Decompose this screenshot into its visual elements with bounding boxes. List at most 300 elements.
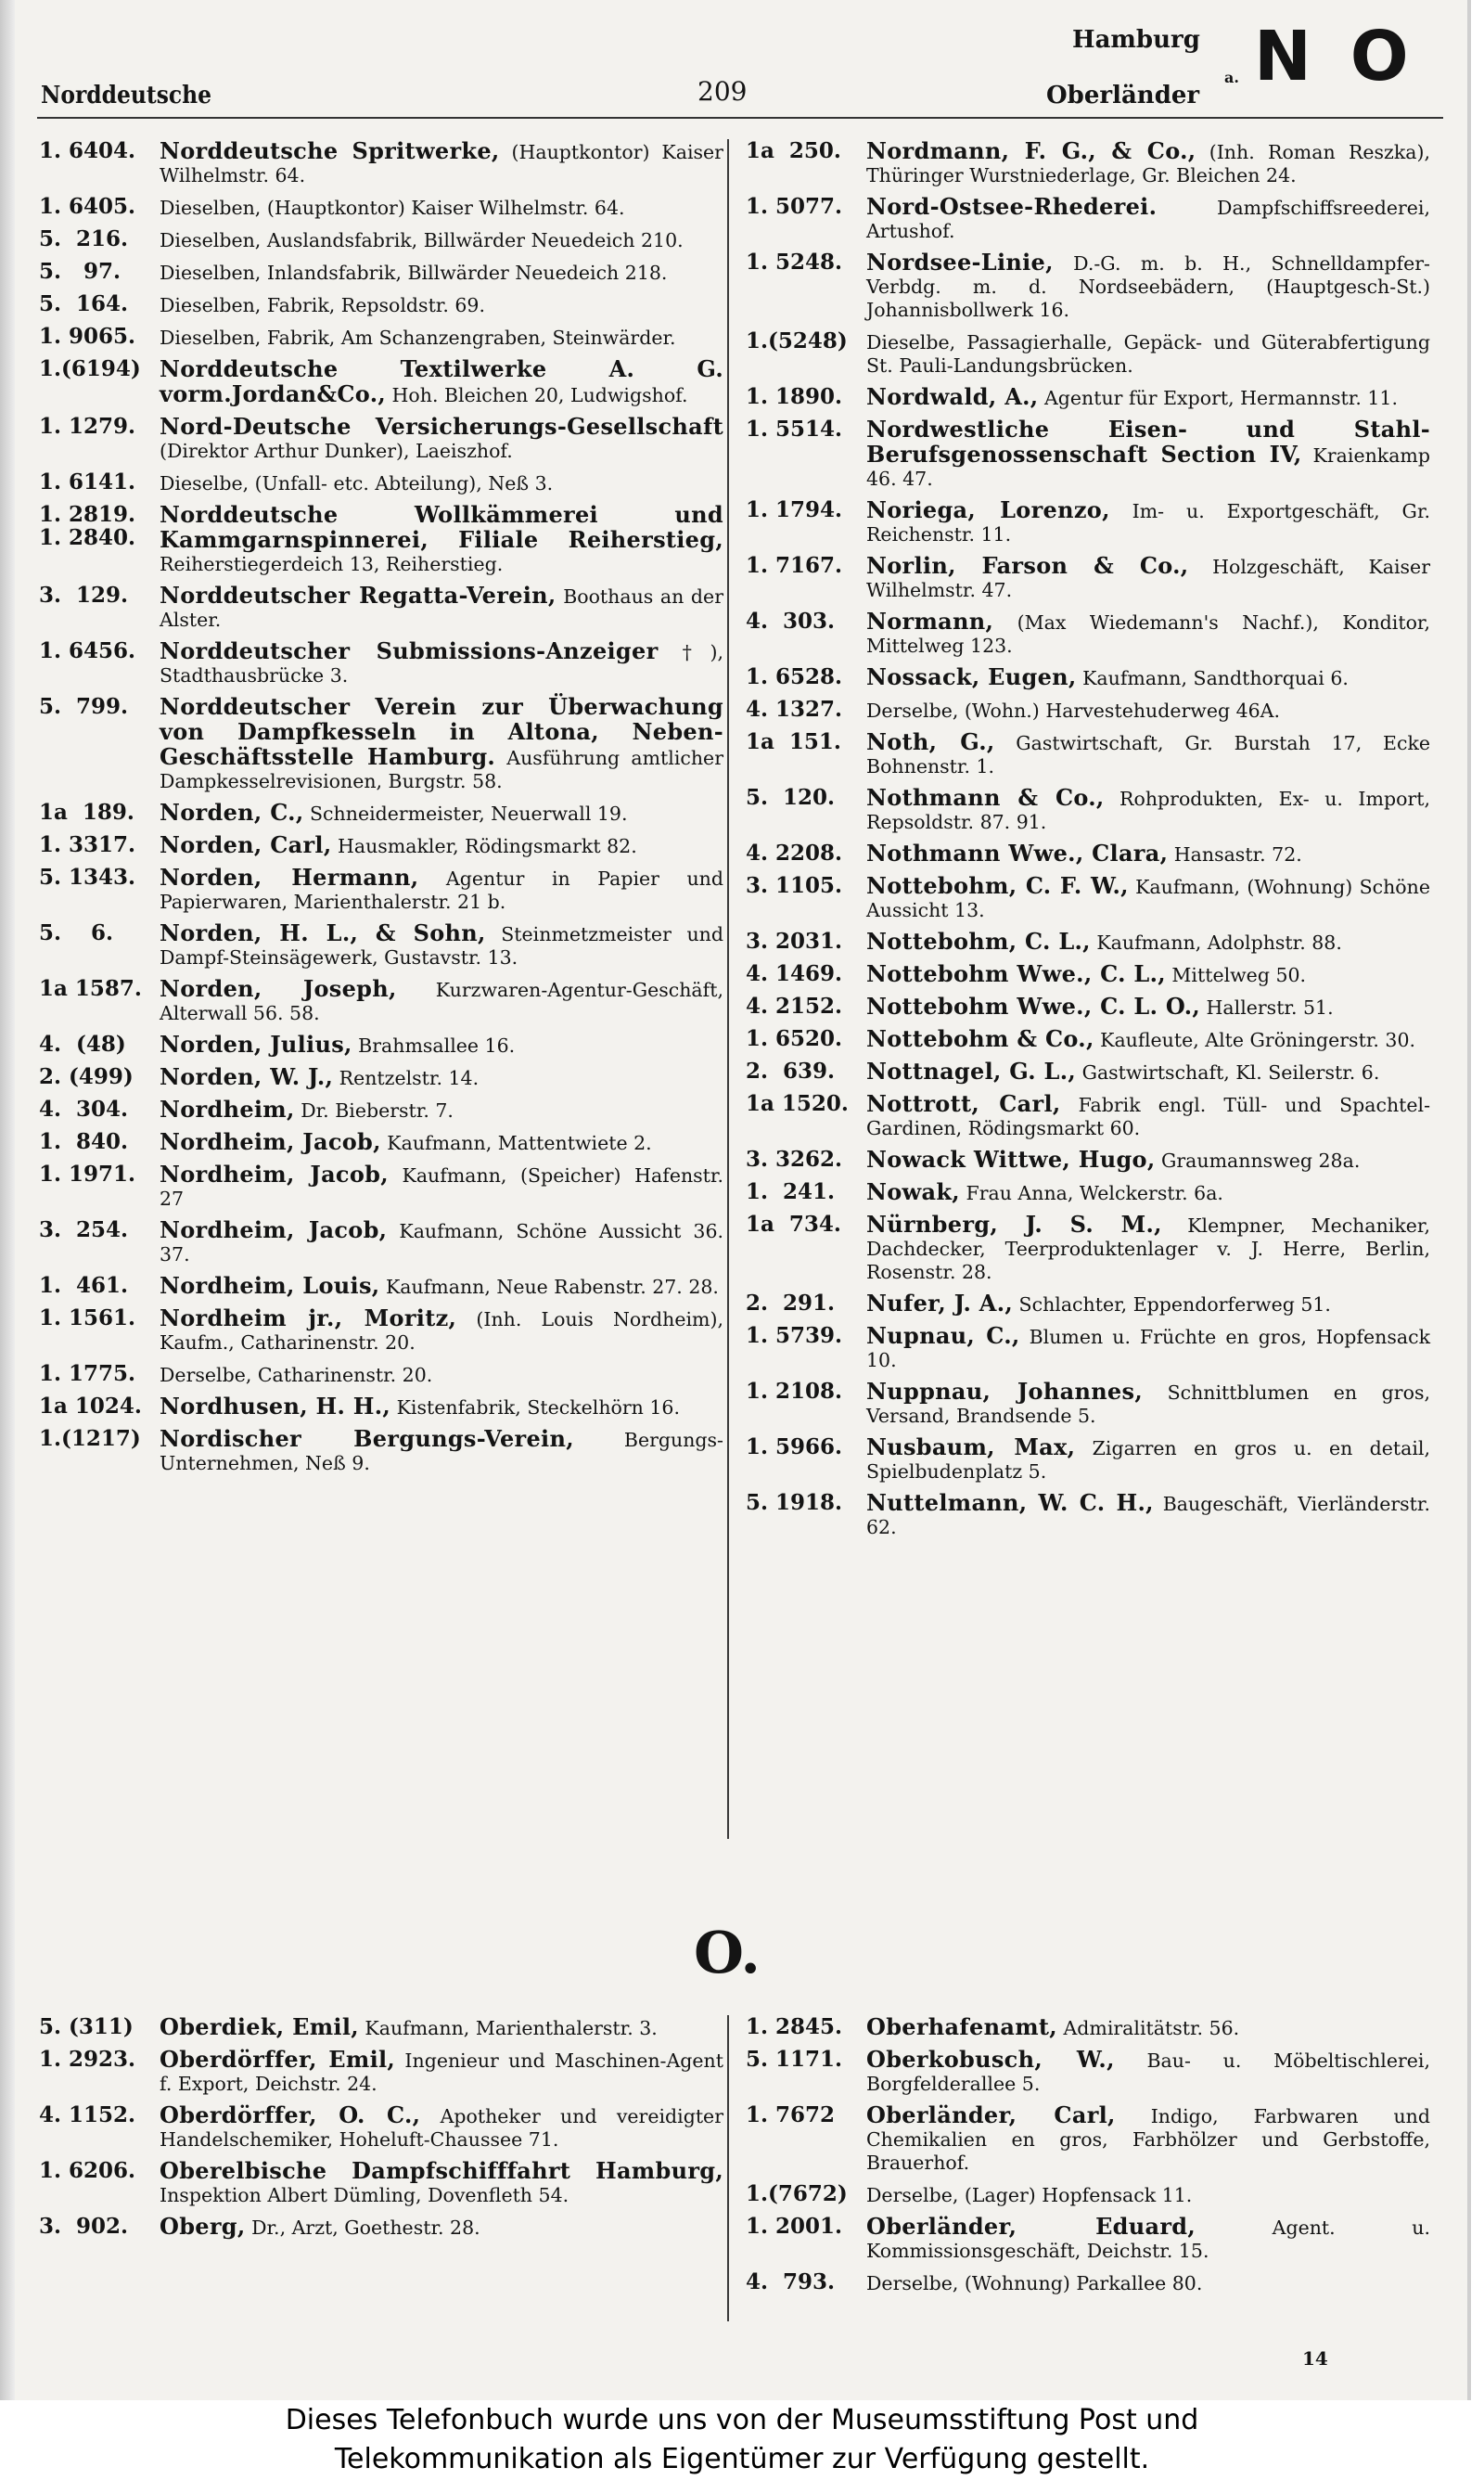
phone-number: 3. 254.	[39, 1217, 129, 1242]
phone-number: 1. 6456.	[39, 638, 136, 663]
directory-entry	[746, 385, 1430, 410]
entry-text	[866, 930, 1430, 955]
subscriber-name: Nordheim jr., Moritz,	[160, 1304, 457, 1331]
directory-entry	[39, 1033, 723, 1058]
subscriber-name: Nowack Wittwe, Hugo,	[866, 1146, 1156, 1173]
entry-text	[160, 1306, 723, 1355]
phone-number: 5. 1918.	[746, 1490, 843, 1515]
subscriber-details: Dieselben, (Hauptkontor) Kaiser Wilhelmstr. 64.	[160, 197, 625, 219]
column-divider	[727, 139, 729, 1839]
subscriber-name: Noth, G.,	[866, 728, 995, 755]
entry-text	[866, 2215, 1430, 2263]
small-mark: a.	[1224, 69, 1239, 86]
directory-entry	[39, 2048, 723, 2096]
subscriber-details: Rohprodukten, Ex- u. Import, Repsoldstr. 87. 91.	[866, 788, 1430, 833]
entry-text	[160, 1274, 723, 1299]
directory-entry	[39, 584, 723, 632]
subscriber-name: Norddeutscher Regatta-Verein,	[160, 582, 556, 609]
subscriber-details: Kistenfabrik, Steckelhörn 16.	[390, 1396, 680, 1419]
entry-text	[866, 730, 1430, 778]
phone-number: 5. 799.	[39, 694, 129, 719]
phone-number: 2. 639.	[746, 1059, 836, 1084]
directory-entry	[39, 195, 723, 220]
subscriber-details: Fabrik engl. Tüll- und Spachtel-Gardinen, Rödingsmarkt 60.	[866, 1094, 1431, 1139]
subscriber-details: Ausführung amtlicher Dampkesselrevisionen, Burgstr. 58.	[160, 747, 723, 792]
subscriber-details: Bau- u. Möbeltischlerei, Borgfelderallee 5.	[866, 2050, 1430, 2095]
subscriber-details: Dr. Bieberstr. 7.	[294, 1099, 454, 1122]
header-rule	[37, 117, 1443, 119]
directory-entry	[746, 730, 1430, 778]
phone-number: 1. 6141.	[39, 469, 136, 495]
subscriber-details: (Hauptkontor) Kaiser Wilhelmstr. 64.	[160, 141, 723, 186]
subscriber-details: Boothaus an der Alster.	[160, 585, 723, 631]
directory-entry	[39, 1163, 723, 1211]
entry-text	[160, 1065, 723, 1090]
entry-text	[160, 1098, 723, 1123]
phone-number: 3. 3262.	[746, 1147, 843, 1172]
directory-entry	[39, 1098, 723, 1123]
entry-text	[160, 866, 723, 914]
subscriber-name: Nottebohm, C. F. W.,	[866, 872, 1129, 899]
entry-text	[160, 695, 723, 793]
directory-entry	[39, 639, 723, 687]
subscriber-details: Gastwirtschaft, Gr. Burstah 17, Ecke Bohnenstr. 1.	[866, 732, 1430, 777]
directory-entry	[39, 2015, 723, 2040]
phone-number: 1. 6520.	[746, 1026, 843, 1051]
directory-entry	[39, 801, 723, 826]
subscriber-details: Dieselben, Inlandsfabrik, Billwärder Neuedeich 218.	[160, 262, 668, 284]
phone-number: 5. 120.	[746, 785, 836, 810]
directory-entry	[746, 995, 1430, 1020]
phone-number: 1a 734.	[746, 1212, 841, 1237]
directory-entry	[746, 786, 1430, 834]
phone-number: 1. 1561.	[39, 1305, 136, 1330]
entry-text	[160, 1362, 723, 1387]
entry-text	[160, 292, 723, 317]
subscriber-details: Agentur in Papier und Papierwaren, Marienthalerstr. 21 b.	[160, 867, 724, 913]
entry-text	[160, 833, 723, 858]
entry-text	[160, 1394, 723, 1420]
subscriber-name: Nord-Deutsche Versicherungs-Gesellschaft	[160, 413, 723, 440]
directory-entry	[746, 139, 1430, 187]
subscriber-details: Hansastr. 72.	[1168, 843, 1302, 866]
entry-text	[866, 874, 1430, 922]
entry-text	[866, 1491, 1430, 1539]
entry-text	[160, 2048, 723, 2096]
directory-entry	[39, 357, 723, 407]
directory-entry	[746, 1324, 1430, 1372]
subscriber-name: Nottebohm, C. L.,	[866, 928, 1091, 955]
subscriber-details: Derselbe, (Wohnung) Parkallee 80.	[866, 2272, 1203, 2294]
phone-number: 5. 1343.	[39, 865, 136, 890]
entry-text	[866, 1291, 1430, 1317]
phone-number: 1. 461.	[39, 1273, 129, 1298]
phone-number: 1. 241.	[746, 1179, 836, 1204]
entry-text	[866, 842, 1430, 867]
entry-text	[866, 2182, 1430, 2207]
subscriber-details: Baugeschäft, Vierländerstr. 62.	[866, 1493, 1430, 1538]
subscriber-details: Apotheker und vereidigter Handelschemiker, Hoheluft-Chaussee 71.	[160, 2105, 723, 2151]
directory-entry	[39, 977, 723, 1025]
subscriber-name: Nupnau, C.,	[866, 1322, 1020, 1349]
entry-text	[866, 1027, 1430, 1052]
phone-number: 5. 97.	[39, 259, 122, 284]
entry-text	[866, 1213, 1430, 1284]
entry-text	[160, 260, 723, 285]
signature-number: 14	[1302, 2347, 1328, 2370]
directory-entry	[746, 698, 1430, 723]
subscriber-name: Norddeutsche Spritwerke,	[160, 137, 500, 164]
subscriber-details: Reiherstiegerdeich 13, Reiherstieg.	[160, 553, 504, 575]
directory-entry	[39, 1130, 723, 1155]
phone-number: 2. (499)	[39, 1064, 134, 1089]
subscriber-name: Oberdörffer, Emil,	[160, 2046, 396, 2073]
phone-number: 1. 7672	[746, 2102, 836, 2127]
subscriber-details: Dieselben, Auslandsfabrik, Billwärder Neuedeich 210.	[160, 229, 684, 251]
subscriber-details: Kaufleute, Alte Gröningerstr. 30.	[1094, 1029, 1415, 1051]
subscriber-details: Kaufmann, Neue Rabenstr. 27. 28.	[379, 1276, 719, 1298]
subscriber-details: Derselbe, Catharinenstr. 20.	[160, 1364, 433, 1386]
entry-text	[160, 415, 723, 463]
directory-entry	[39, 1306, 723, 1355]
directory-entry	[746, 195, 1430, 243]
o-right-column	[746, 2015, 1430, 2303]
entry-text	[866, 1148, 1430, 1173]
entry-text	[160, 139, 723, 187]
directory-entry	[39, 503, 723, 576]
entry-text	[160, 503, 723, 576]
phone-number: 1. 2845.	[746, 2014, 843, 2039]
entry-text	[866, 1060, 1430, 1085]
phone-number: 1a 1024.	[39, 1394, 142, 1419]
directory-entry	[746, 1435, 1430, 1484]
phone-number: 4. 1327.	[746, 697, 843, 722]
directory-entry	[746, 1180, 1430, 1205]
subscriber-name: Nusbaum, Max,	[866, 1433, 1076, 1460]
phone-number: 4. 2152.	[746, 994, 843, 1019]
directory-entry	[746, 2015, 1430, 2040]
subscriber-name: Nordheim, Jacob,	[160, 1161, 389, 1188]
phone-number: 1. 840.	[39, 1129, 129, 1154]
entry-text	[866, 1435, 1430, 1484]
footer-notice	[0, 2400, 1484, 2480]
subscriber-name: Oberhafenamt,	[866, 2013, 1057, 2040]
subscriber-details: Zigarren en gros u. en detail, Spielbudenplatz 5.	[866, 1437, 1431, 1483]
phone-number: 1a 250.	[746, 138, 841, 163]
entry-text	[160, 2015, 723, 2040]
running-head-right: Oberländer	[1046, 82, 1200, 109]
section-heading-o: O.	[694, 1919, 761, 1986]
directory-entry	[39, 833, 723, 858]
subscriber-details: Kaufmann, Mattentwiete 2.	[380, 1132, 652, 1154]
subscriber-name: Oberländer, Eduard,	[866, 2213, 1196, 2240]
directory-entry	[746, 329, 1430, 378]
subscriber-name: Norden, C.,	[160, 799, 304, 826]
directory-entry	[746, 962, 1430, 987]
entry-text	[866, 385, 1430, 410]
entry-text	[866, 962, 1430, 987]
directory-entry	[746, 1060, 1430, 1085]
directory-entry	[39, 2159, 723, 2207]
subscriber-details: Im- u. Exportgeschäft, Gr. Reichenstr. 11.	[866, 500, 1431, 546]
subscriber-name: Oberkobusch, W.,	[866, 2046, 1115, 2073]
running-head-city: Hamburg	[1072, 26, 1200, 54]
entry-text	[160, 1218, 723, 1266]
entry-text	[866, 498, 1430, 546]
subscriber-name: Oberländer, Carl,	[866, 2101, 1116, 2128]
directory-entry	[746, 1491, 1430, 1539]
subscriber-details: Indigo, Farbwaren und Chemikalien en gros, Farbhölzer und Gerbstoffe, Brauerhof.	[866, 2105, 1431, 2174]
directory-entry	[39, 1274, 723, 1299]
directory-entry	[39, 921, 723, 970]
entry-text	[866, 195, 1430, 243]
directory-entry	[39, 139, 723, 187]
directory-entry	[39, 1394, 723, 1420]
directory-entry	[746, 2215, 1430, 2263]
entry-text	[866, 2048, 1430, 2096]
subscriber-name: Nordwestliche Eisen- und Stahl-Berufsgenossenschaft Section IV,	[866, 416, 1430, 468]
phone-number: 1. 1971.	[39, 1162, 136, 1187]
subscriber-details: Dieselbe, Passagierhalle, Gepäck- und Güterabfertigung St. Pauli-Landungsbrücken.	[866, 331, 1430, 377]
entry-text	[866, 610, 1430, 658]
subscriber-details: (Direktor Arthur Dunker), Laeiszhof.	[160, 440, 513, 462]
subscriber-name: Norddeutscher Verein zur Überwachung von Dampfkesseln in Altona, Neben-Geschäftsstelle Hamburg.	[160, 693, 723, 770]
subscriber-name: Nothmann Wwe., Clara,	[866, 840, 1169, 867]
subscriber-name: Nossack, Eugen,	[866, 663, 1077, 690]
o-left-column	[39, 2015, 723, 2247]
left-column	[39, 139, 723, 1483]
phone-number: 1.(6194)	[39, 356, 141, 381]
phone-number: 1. 2001.	[746, 2214, 843, 2239]
directory-entry	[39, 866, 723, 914]
subscriber-details: Dieselben, Fabrik, Am Schanzengraben, Steinwärder.	[160, 327, 676, 349]
subscriber-details: Admiralitätstr. 56.	[1056, 2017, 1240, 2039]
entry-text	[160, 1130, 723, 1155]
phone-number: 1. 2923.	[39, 2047, 136, 2072]
page-number: 209	[697, 76, 748, 107]
entry-text	[866, 139, 1430, 187]
subscriber-details: Holzgeschäft, Kaiser Wilhelmstr. 47.	[866, 556, 1430, 601]
phone-number: 3. 129.	[39, 583, 129, 608]
directory-entry	[39, 260, 723, 285]
directory-entry	[39, 1427, 723, 1475]
subscriber-details: Schnittblumen en gros, Versand, Brandsende 5.	[866, 1381, 1430, 1427]
phone-number: 3. 2031.	[746, 929, 843, 954]
directory-entry	[746, 874, 1430, 922]
entry-text	[160, 470, 723, 495]
directory-entry	[746, 2103, 1430, 2175]
subscriber-details: Kaufmann, Schöne Aussicht 36. 37.	[160, 1220, 723, 1266]
phone-number: 4. 1469.	[746, 961, 843, 986]
directory-entry	[746, 2182, 1430, 2207]
subscriber-name: Nordheim, Jacob,	[160, 1216, 388, 1243]
subscriber-details: Dieselbe, (Unfall- etc. Abteilung), Neß 3.	[160, 472, 554, 495]
subscriber-details: Agentur für Export, Hermannstr. 11.	[1038, 387, 1398, 409]
phone-number: 1a 189.	[39, 800, 134, 825]
directory-entry	[39, 1065, 723, 1090]
entry-text	[160, 584, 723, 632]
entry-text	[160, 1033, 723, 1058]
subscriber-name: Norden, H. L., & Sohn,	[160, 919, 486, 946]
subscriber-name: Nordmann, F. G., & Co.,	[866, 137, 1196, 164]
subscriber-name: Norddeutscher Submissions-Anzeiger	[160, 637, 659, 664]
entry-text	[866, 329, 1430, 378]
subscriber-details: Ingenieur und Maschinen-Agent f. Export, Deichstr. 24.	[160, 2050, 723, 2095]
directory-entry	[746, 2270, 1430, 2295]
phone-number: 4. 793.	[746, 2269, 836, 2294]
phone-number: 1. 5248.	[746, 250, 843, 275]
subscriber-name: Nordwald, A.,	[866, 383, 1039, 410]
phone-number: 4. 304.	[39, 1097, 129, 1122]
phone-number: 3. 1105.	[746, 873, 843, 898]
phone-number: 2. 291.	[746, 1291, 836, 1316]
subscriber-details: Kaufmann, Marienthalerstr. 3.	[358, 2017, 658, 2039]
subscriber-name: Oberelbische Dampfschifffahrt Hamburg,	[160, 2157, 723, 2184]
subscriber-name: Nürnberg, J. S. M.,	[866, 1211, 1162, 1238]
subscriber-details: Blumen u. Früchte en gros, Hopfensack 10.	[866, 1326, 1430, 1371]
phone-number: 1. 1794.	[746, 497, 843, 522]
subscriber-details: Hausmakler, Rödingsmarkt 82.	[331, 835, 637, 857]
directory-entry	[746, 665, 1430, 690]
subscriber-name: Norden, Julius,	[160, 1031, 352, 1058]
phone-number: 1.(7672)	[746, 2181, 848, 2206]
subscriber-name: Nordheim, Jacob,	[160, 1128, 381, 1155]
subscriber-name: Nufer, J. A.,	[866, 1290, 1014, 1317]
subscriber-name: Nordhusen, H. H.,	[160, 1393, 391, 1420]
subscriber-details: Kaufmann, Adolphstr. 88.	[1090, 932, 1342, 954]
subscriber-name: Nowak,	[866, 1178, 960, 1205]
entry-text	[160, 2103, 723, 2152]
subscriber-name: Oberg,	[160, 2213, 246, 2240]
directory-entry	[746, 842, 1430, 867]
subscriber-details: †), Stadthausbrücke 3.	[160, 641, 723, 687]
phone-number: 1a 1587.	[39, 976, 142, 1001]
subscriber-details: Schneidermeister, Neuerwall 19.	[303, 803, 628, 825]
phone-number: 1. 5077.	[746, 194, 843, 219]
book-gutter	[0, 0, 15, 2400]
phone-number: 1. 5739.	[746, 1323, 843, 1348]
phone-number: 4. 1152.	[39, 2102, 136, 2127]
subscriber-name: Nottnagel, G. L.,	[866, 1058, 1077, 1085]
subscriber-details: Graumannsweg 28a.	[1155, 1150, 1361, 1172]
entry-text	[866, 251, 1430, 322]
subscriber-details: Dampfschiffsreederei, Artushof.	[866, 197, 1430, 242]
directory-entry	[746, 1092, 1430, 1140]
phone-number: 1. 2819. 1. 2840.	[39, 502, 136, 550]
phone-number: 4. 303.	[746, 609, 836, 634]
entry-text	[160, 357, 723, 407]
entry-text	[866, 698, 1430, 723]
subscriber-details: (Inh. Louis Nordheim), Kaufm., Catharinenstr. 20.	[160, 1308, 723, 1354]
subscriber-name: Oberdiek, Emil,	[160, 2013, 359, 2040]
running-head-left: Norddeutsche	[41, 82, 212, 109]
phone-number: 1. 9065.	[39, 324, 136, 349]
section-letters: N O	[1254, 17, 1416, 96]
phone-number: 1.(1217)	[39, 1426, 141, 1451]
phone-number: 1. 5966.	[746, 1434, 843, 1459]
subscriber-name: Nordheim,	[160, 1096, 295, 1123]
directory-entry	[746, 1213, 1430, 1284]
entry-text	[160, 227, 723, 252]
directory-entry	[39, 325, 723, 350]
subscriber-details: Inspektion Albert Dümling, Dovenfleth 54.	[160, 2184, 569, 2206]
subscriber-name: Nothmann & Co.,	[866, 784, 1105, 811]
phone-number: 1. 2108.	[746, 1379, 843, 1404]
subscriber-details: Kaufmann, (Speicher) Hafenstr. 27	[160, 1164, 723, 1210]
subscriber-details: Hoh. Bleichen 20, Ludwigshof.	[386, 384, 688, 406]
subscriber-name: Norddeutsche Wollkämmerei und Kammgarnspinnerei, Filiale Reiherstieg,	[160, 501, 723, 553]
subscriber-details: (Max Wiedemann's Nachf.), Konditor, Mittelweg 123.	[866, 611, 1430, 657]
subscriber-name: Nottrott, Carl,	[866, 1090, 1061, 1117]
entry-text	[866, 1180, 1430, 1205]
phone-number: 1. 1890.	[746, 384, 843, 409]
subscriber-name: Nord-Ostsee-Rhederei.	[866, 193, 1158, 220]
subscriber-name: Norden, Joseph,	[160, 975, 397, 1002]
entry-text	[866, 1324, 1430, 1372]
subscriber-details: Kraienkamp 46. 47.	[866, 444, 1430, 490]
subscriber-name: Norden, Carl,	[160, 831, 332, 858]
directory-entry	[746, 610, 1430, 658]
entry-text	[160, 977, 723, 1025]
phone-number: 1. 5514.	[746, 417, 843, 442]
phone-number: 4. (48)	[39, 1032, 126, 1057]
subscriber-name: Nottebohm & Co.,	[866, 1025, 1094, 1052]
subscriber-name: Norden, W. J.,	[160, 1063, 334, 1090]
entry-text	[160, 639, 723, 687]
phone-number: 1. 1775.	[39, 1361, 136, 1386]
subscriber-name: Nottebohm Wwe., C. L.,	[866, 960, 1166, 987]
subscriber-name: Norddeutsche Textilwerke A. G. vorm.Jordan&Co.,	[160, 355, 723, 407]
subscriber-name: Normann,	[866, 608, 994, 635]
subscriber-details: Rentzelstr. 14.	[333, 1067, 480, 1089]
subscriber-name: Nordheim, Louis,	[160, 1272, 380, 1299]
right-column	[746, 139, 1430, 1547]
phone-number: 1. 1279.	[39, 414, 136, 439]
footer-line-1: Dieses Telefonbuch wurde uns von der Museumsstiftung Post und	[285, 2404, 1199, 2436]
entry-text	[160, 195, 723, 220]
directory-entry	[39, 470, 723, 495]
subscriber-details: (Inh. Roman Reszka), Thüringer Wurstniederlage, Gr. Bleichen 24.	[866, 141, 1430, 186]
directory-entry	[746, 1291, 1430, 1317]
subscriber-details: Derselbe, (Lager) Hopfensack 11.	[866, 2184, 1193, 2206]
subscriber-name: Norden, Hermann,	[160, 864, 419, 891]
entry-text	[866, 2270, 1430, 2295]
directory-entry	[746, 1148, 1430, 1173]
directory-entry	[746, 930, 1430, 955]
subscriber-name: Norlin, Farson & Co.,	[866, 552, 1189, 579]
entry-text	[866, 554, 1430, 602]
phone-number: 1. 6404.	[39, 138, 136, 163]
subscriber-details: Bergungs-Unternehmen, Neß 9.	[160, 1429, 723, 1474]
entry-text	[866, 2103, 1430, 2175]
subscriber-details: Dr., Arzt, Goethestr. 28.	[245, 2217, 480, 2239]
entry-text	[866, 1380, 1430, 1428]
subscriber-name: Nottebohm Wwe., C. L. O.,	[866, 993, 1201, 1020]
subscriber-details: Brahmsallee 16.	[352, 1034, 516, 1057]
phone-number: 1a 151.	[746, 729, 841, 754]
subscriber-details: D.-G. m. b. H., Schnelldampfer-Verbdg. m. d. Nordseebädern, (Hauptgesch-St.) Johannisbollwerk 16.	[866, 252, 1430, 321]
phone-number: 1. 6528.	[746, 664, 843, 689]
entry-text	[866, 2015, 1430, 2040]
subscriber-details: Frau Anna, Welckerstr. 6a.	[959, 1182, 1223, 1204]
entry-text	[160, 921, 723, 970]
entry-text	[866, 995, 1430, 1020]
entry-text	[866, 786, 1430, 834]
phone-number: 4. 2208.	[746, 841, 843, 866]
subscriber-name: Nuttelmann, W. C. H.,	[866, 1489, 1154, 1516]
directory-entry	[746, 418, 1430, 491]
subscriber-details: Steinmetzmeister und Dampf-Steinsägewerk, Gustavstr. 13.	[160, 923, 723, 969]
